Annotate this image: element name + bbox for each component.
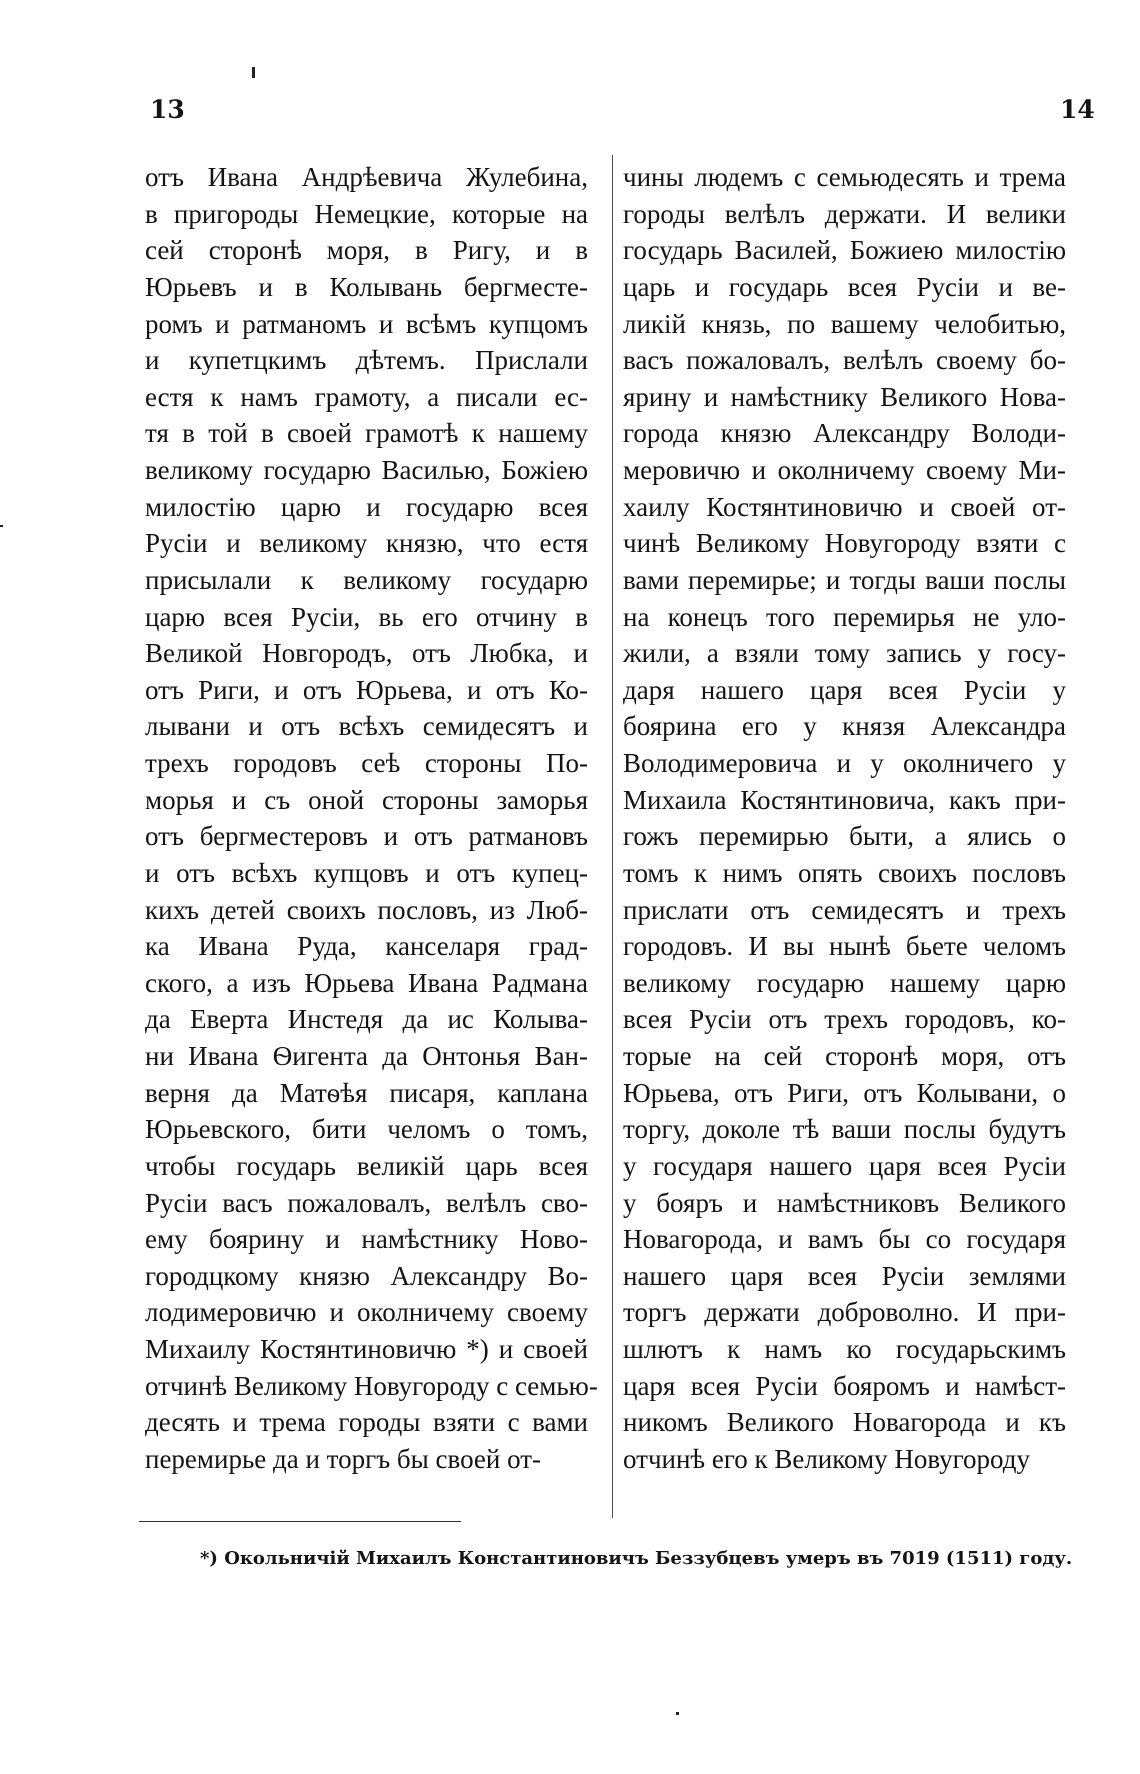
text-line: Михаила Костянтиновича, какъ при- bbox=[623, 784, 1066, 815]
text-line: верня да Матѳѣя писаря, каплана bbox=[145, 1077, 588, 1108]
text-line: даря нашего царя всея Русiи у bbox=[623, 674, 1066, 705]
text-line: городы велѣлъ держати. И велики bbox=[623, 198, 1066, 229]
text-line: Юрьевъ и в Колывань бергместе- bbox=[145, 271, 588, 302]
print-speck bbox=[252, 67, 255, 78]
text-line: гожъ перемирью быти, а ялись о bbox=[623, 821, 1066, 852]
text-line: и купетцкимъ дѣтемъ. Прислали bbox=[145, 345, 588, 376]
text-line: сей сторонѣ моря, в Ригу, и в bbox=[145, 235, 588, 266]
text-line: в пригороды Немецкие, которые на bbox=[145, 198, 588, 229]
text-line: чтобы государь великiй царь всея bbox=[145, 1150, 588, 1181]
text-line: ка Ивана Руда, канселаря град- bbox=[145, 931, 588, 962]
right-column bbox=[623, 159, 1066, 1478]
text-line: Великой Новгородъ, отъ Любка, и bbox=[145, 638, 588, 669]
text-line: царю всея Русiи, вь его отчину в bbox=[145, 601, 588, 632]
text-line: торые на сей сторонѣ моря, отъ bbox=[623, 1041, 1066, 1071]
print-speck bbox=[0, 525, 3, 527]
text-line: великому государю нашему царю bbox=[623, 967, 1066, 998]
text-line: Володимеровича и у околничего у bbox=[623, 748, 1066, 778]
text-line: нашего царя всея Русiи землями bbox=[623, 1260, 1066, 1291]
column-divider bbox=[612, 155, 613, 1518]
text-line: перемирье да и торгъ бы своей от- bbox=[145, 1443, 542, 1474]
text-line: ромъ и ратманомъ и всѣмъ купцомъ bbox=[145, 308, 588, 339]
text-line: хаилу Костянтиновичю и своей от- bbox=[623, 491, 1066, 522]
text-line: десять и трема городы взяти с вами bbox=[145, 1407, 588, 1438]
text-line: ского, а изъ Юрьева Ивана Радмана bbox=[145, 967, 588, 998]
text-line: лодимеровичю и околничему своему bbox=[145, 1297, 588, 1328]
text-line: шлютъ к намъ ко государьскимъ bbox=[623, 1334, 1066, 1364]
text-line: отчинѣ его к Великому Новугороду bbox=[623, 1443, 1031, 1474]
text-line: Юрьева, отъ Риги, отъ Колывани, о bbox=[623, 1077, 1066, 1108]
text-line: у бояръ и намѣстниковъ Великого bbox=[623, 1187, 1066, 1218]
text-line: ярину и намѣстнику Великого Нова- bbox=[623, 381, 1066, 412]
text-line: морья и съ оной стороны заморья bbox=[145, 784, 588, 815]
text-line: томъ к нимъ опять своихъ пословъ bbox=[623, 857, 1066, 888]
text-line: чины людемъ с семьюдесять и трема bbox=[623, 162, 1066, 192]
text-line: лывани и отъ всѣхъ семидесятъ и bbox=[145, 711, 588, 742]
text-line: царя всея Русiи бояромъ и намѣст- bbox=[623, 1370, 1066, 1401]
text-line: Русiи и великому князю, что естя bbox=[145, 528, 588, 559]
text-line: отъ Риги, и отъ Юрьева, и отъ Ко- bbox=[145, 674, 588, 705]
text-line: Русiи васъ пожаловалъ, велѣлъ сво- bbox=[145, 1187, 588, 1218]
text-line: вами перемирье; и тогды ваши послы bbox=[623, 564, 1066, 595]
text-line: городовъ. И вы нынѣ бьете челомъ bbox=[623, 931, 1066, 962]
text-line: милостiю царю и государю всея bbox=[145, 491, 588, 522]
footnote-rule bbox=[139, 1521, 461, 1522]
page-number-left: 13 bbox=[150, 95, 185, 124]
page-number-right: 14 bbox=[1060, 95, 1095, 124]
text-line: кихъ детей своихъ пословъ, из Люб- bbox=[145, 894, 588, 925]
text-line: царь и государь всея Русiи и ве- bbox=[623, 271, 1066, 302]
print-speck bbox=[676, 1712, 679, 1715]
text-line: и отъ всѣхъ купцовъ и отъ купец- bbox=[145, 857, 588, 888]
text-line: отъ бергместеровъ и отъ ратмановъ bbox=[145, 821, 588, 852]
text-line: отчинѣ Великому Новугороду с семью- bbox=[145, 1370, 598, 1401]
text-line: торгъ держати доброволно. И при- bbox=[623, 1297, 1066, 1328]
text-line: трехъ городовъ сеѣ стороны По- bbox=[145, 748, 588, 778]
text-line: у государя нашего царя всея Русiи bbox=[623, 1150, 1066, 1181]
text-line: тя в той в своей грамотѣ к нашему bbox=[145, 418, 588, 449]
left-column bbox=[145, 159, 598, 1478]
text-line: никомъ Великого Новагорода и къ bbox=[623, 1407, 1066, 1438]
text-line: Михаилу Костянтиновичю *) и своей bbox=[145, 1334, 588, 1364]
text-line: города князю Александру Володи- bbox=[623, 418, 1066, 449]
text-line: на конецъ того перемирья не уло- bbox=[623, 601, 1066, 632]
text-line: ему боярину и намѣстнику Ново- bbox=[145, 1224, 588, 1255]
text-line: торгу, доколе тѣ ваши послы будутъ bbox=[623, 1114, 1066, 1145]
footnote: *) Окольничiй Михаилъ Константиновичъ Беззубцевъ умеръ въ 7019 (1511) году. bbox=[200, 1548, 1073, 1569]
text-line: государь Василей, Божиею милостiю bbox=[623, 235, 1066, 266]
text-line: жили, а взяли тому запись у госу- bbox=[623, 638, 1066, 669]
text-line: Юрьевского, бити челомъ о томъ, bbox=[145, 1114, 588, 1145]
text-line: всея Русiи отъ трехъ городовъ, ко- bbox=[623, 1004, 1066, 1035]
text-line: отъ Ивана Андрѣевича Жулебина, bbox=[145, 162, 588, 192]
text-line: Новагорода, и вамъ бы со государя bbox=[623, 1224, 1066, 1255]
text-line: ни Ивана Ѳигента да Онтонья Ван- bbox=[145, 1041, 588, 1071]
text-line: великому государю Василью, Божiею bbox=[145, 455, 588, 485]
text-line: да Еверта Инстедя да ис Колыва- bbox=[145, 1004, 588, 1035]
text-line: васъ пожаловалъ, велѣлъ своему бо- bbox=[623, 345, 1066, 376]
text-line: естя к намъ грамоту, а писали ес- bbox=[145, 381, 588, 412]
text-line: меровичю и околничему своему Ми- bbox=[623, 455, 1066, 485]
text-line: боярина его у князя Александра bbox=[623, 711, 1066, 742]
text-line: ликiй князь, по вашему челобитью, bbox=[623, 308, 1066, 339]
text-line: присылали к великому государю bbox=[145, 564, 588, 595]
text-line: прислати отъ семидесятъ и трехъ bbox=[623, 894, 1066, 925]
text-line: чинѣ Великому Новугороду взяти с bbox=[623, 528, 1066, 559]
text-line: городцкому князю Александру Во- bbox=[145, 1260, 588, 1291]
